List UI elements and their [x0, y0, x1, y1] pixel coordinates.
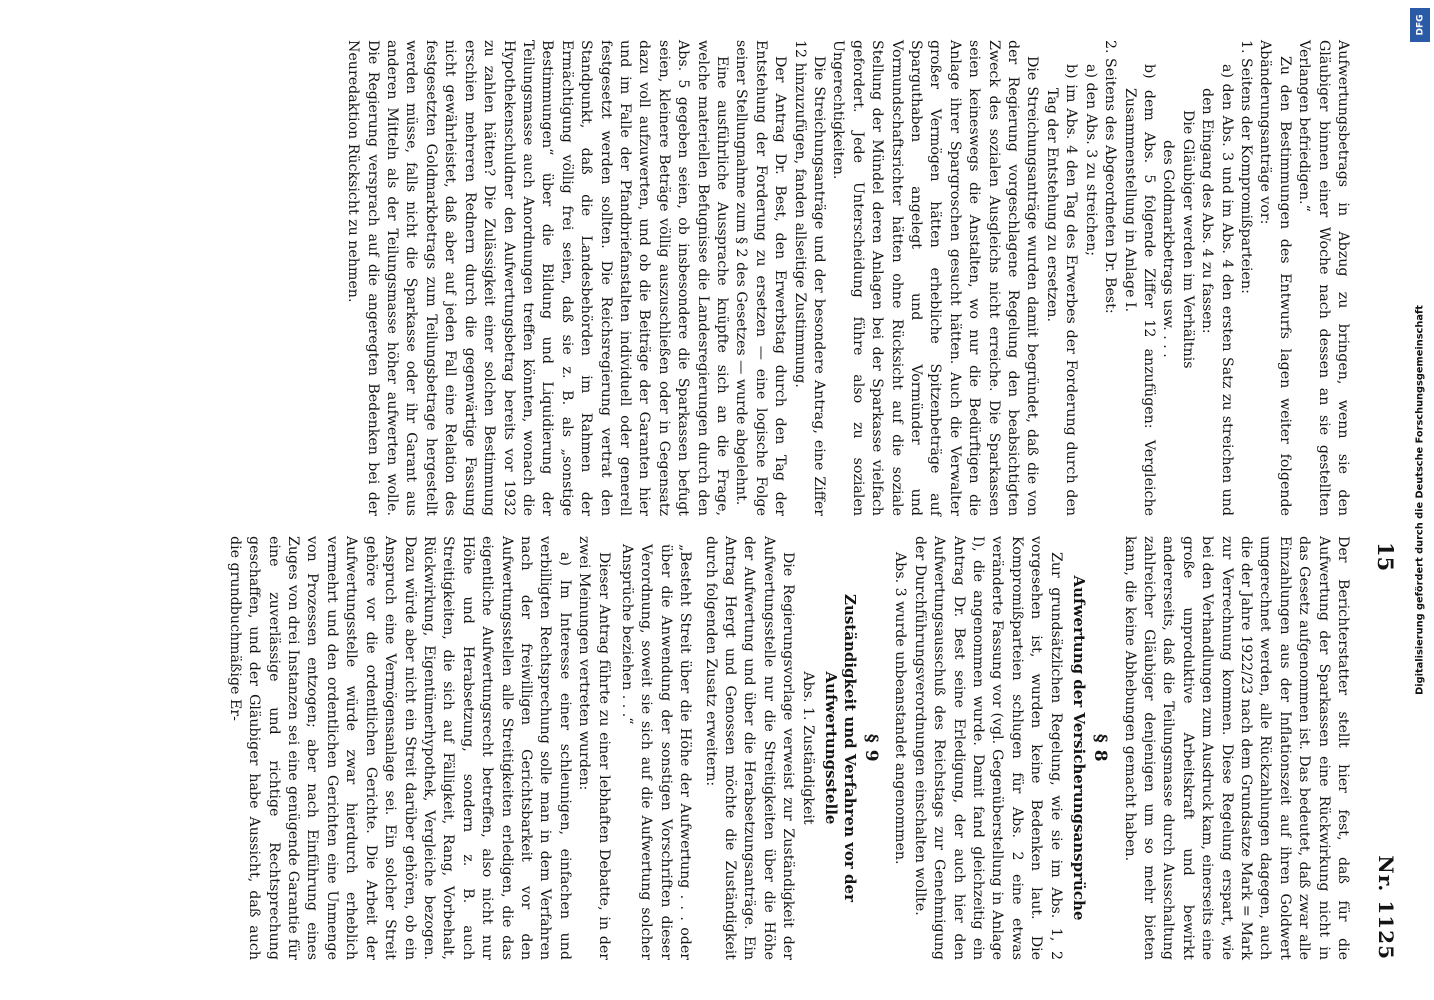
section-heading: § 8 [1090, 733, 1111, 763]
paragraph: Zu den Bestimmungen des Entwurfs lagen weiter folgende Abänderungsanträge vor: [1257, 40, 1293, 516]
paragraph: Die Streichungsanträge und der besondere Antrag, eine Ziffer 12 hinzuzufügen, fanden allseitige Zustimmung. [791, 40, 828, 516]
right-column [224, 536, 1352, 960]
paragraph: Der Antrag Dr. Best, den Erwerbstag durch den Tag der Entstehung der Forderung zu ersetzen — eine logische Folge seiner Stellungnahme zum § 2 des Gesetzes — wurde abgelehnt. [733, 40, 789, 516]
quote: „Besteht Streit über die Höhe der Aufwertung . . . oder über die Anwendung der sonstigen Vorschriften dieser Verordnung, soweit sie sich auf die Aufwertung solcher Ansprüche beziehen . . .“ [619, 544, 694, 960]
paragraph: Eine ausführliche Aussprache knüpfte sich an die Frage, welche materiellen Befugnisse die Landesregierungen durch den Abs. 5 gegeben seien, ob insbesondere die Sparkassen befugt seien, kleinere Beträge völlig auszuschließen oder in Gegensatz dazu voll aufzuwerten, und ob die Beiträge der Garanten hier und im Falle der Pfandbriefanstalten individuell oder generell festgesetzt werden sollten. Die Reichsregierung vertrat den Standpunkt, daß die Landesbehörden im Rahmen der Ermächtigung völlig frei seien, daß sie z. B. als „sonstige Bestimmungen“ über die Bildung und Liquidierung der Teilungsmasse auch Anordnungen treffen könnten, wonach die Hypothekenschuldner den Aufwertungsbetrag bereits vor 1932 zu zahlen hätten? Die Zulässigkeit einer solchen Bestimmung erschien mehreren Rednern durch die gegenwärtige Fassung nicht gewährleistet, daß aber auf jeden Fall eine Relation des festgesetzten Goldmarkbetrags zum Teilungsbetrage hergestellt werden müsse, falls nicht die Sparkasse oder ihr Garant aus anderen Mitteln als der Teilungsmasse höher aufwerten wolle. Die Regierung versprach auf die angeregten Bedenken bei der Neuredaktion Rücksicht zu nehmen. [345, 40, 730, 516]
page-number: 15 [1373, 542, 1398, 572]
section-title: Aufwertung der Versicherungsansprüche [1069, 575, 1088, 921]
list-item: 1. Seitens der Kompromißparteien: [1237, 40, 1254, 294]
left-column [343, 40, 1352, 516]
paragraph: a) Im Interesse einer schleunigen, einfachen und verbilligten Rechtsprechung solle man in dem Verfahren nach der freiwilligen Gerichtsbarkeit vor den Aufwertungsstellen alle Streitigkeiten erledigen, die das eigentliche Aufwertungsrecht betreffen, also nicht nur Höhe und Herabsetzung, sondern z. B. auch Streitigkeiten, die sich auf Fälligkeit, Rang, Vorbehalt, Rückwirkung, Eigentümerhypothek, Vergleiche bezogen. Dazu würde aber nicht ein Streit darüber gehören, ob ein Anspruch eine Vermögensanlage sei. Ein solcher Streit gehöre vor die ordentlichen Gerichte. Die Arbeit der Aufwertungsstelle würde zwar hierdurch erheblich vermehrt und den ordentlichen Gerichten eine Unmenge von Prozessen entzogen; aber nach Einführung eines Zuges von drei Instanzen sei eine genügende Garantie für eine zuverlässige und richtige Rechtsprechung geschaffen, und der Gläubiger habe Aussicht, daß auch die grundbuchmäßige Er- [226, 536, 573, 960]
credit-text: Digitalisierung gefördert durch die Deutsche Forschungsgemeinschaft [1414, 305, 1426, 695]
section-heading: § 9 [861, 733, 882, 763]
paragraph: Zur grundsätzlichen Regelung, wie sie im Abs. 1, 2 vorgesehen ist, wurden keine Bedenken laut. Die Kompromißparteien schlugen für Abs. 2 eine etwas veränderte Fassung vor (vgl. Gegenüberstellung in Anlage I), die angenommen wurde. Damit fand gleichzeitig ein Antrag Dr. Best seine Erledigung, der auch hier den Aufwertungsausschuß des Reichstags zur Genehmigung der Durchführungsverordnungen einschalten wollte. [911, 536, 1064, 960]
list-item: b) dem Abs. 5 folgende Ziffer 12 anzufügen: Vergleiche Zusammenstellung in Anlage I. [1121, 64, 1157, 516]
paragraph: Abs. 3 wurde unbeanstandet angenommen. [892, 552, 909, 865]
section-title: Zuständigkeit und Verfahren vor der Aufwertungsstelle [821, 594, 859, 902]
paragraph: Aufwertungsbetrags in Abzug zu bringen, wenn sie den Gläubiger binnen einer Woche nach dessen an sie gestellten Verlangen befriedigen.“ [1296, 40, 1351, 516]
dfg-logo [1410, 8, 1430, 42]
paragraph: Die Streichungsanträge wurden damit begründet, daß die von der Regierung vorgeschlagene Regelung den beabsichtigten Zweck des sozialen Ausgleichs nicht erreiche. Die Sparkassen seien keineswegs die Anstalten, wo nur die Bedürftigen die Anlage ihrer Spargroschen gesucht hätten. Auch die Verwalter großer Vermögen hätten erhebliche Spitzenbeträge auf Sparguthaben angelegt und Vormünder und Vormundschaftsrichter hätten ohne Rücksicht auf die soziale Stellung der Mündel deren Anlagen bei der Sparkasse vielfach gefordert. Jede Unterscheidung führe also zu sozialen Ungerechtigkeiten. [830, 40, 1041, 516]
paragraph: Der Berichterstatter stellt hier fest, daß für die Aufwertung der Sparkassen eine Rückwirkung nicht in das Gesetz aufgenommen ist. Das bedeutet, daß zwar alle Einzahlungen aus der Inflationszeit auf ihren Goldwert umgerechnet werden, alle Rückzahlungen dagegen, auch die der Jahre 1922/23 nach dem Grundsatze Mark = Mark zur Verrechnung kommen. Diese Regelung erspart, wie bei den Verhandlungen zum Ausdruck kam, einerseits eine große unproduktive Arbeitskraft und bewirkt andererseits, daß die Teilungsmasse durch Ausschaltung zahlreicher Gläubiger denjenigen um so mehr bieten kann, die keine Abhebungen gemacht haben. [1121, 536, 1351, 960]
list-item: a) den Abs. 3 zu streichen; [1082, 64, 1099, 257]
list-item: a) den Abs. 3 und im Abs. 4 den ersten Satz zu streichen und den Eingang des Abs. 4 zu fassen: [1199, 64, 1235, 516]
paragraph: Dieser Antrag führte zu einer lebhaften Debatte, in der zwei Meinungen vertreten wurden: [576, 536, 612, 960]
paragraph: Die Regierungsvorlage verweist zur Zuständigkeit der Aufwertungsstelle nur die Streitigkeiten über die Höhe der Aufwertung und über die Herabsetzungsanträge. Ein Antrag Hergt und Genossen möchte die Zuständigkeit durch folgenden Zusatz erweitern: [702, 536, 797, 960]
quote-line: des Goldmarkbetrags usw. . . . [1160, 140, 1177, 358]
digitization-credit [1406, 0, 1434, 1000]
subsection-title: Abs. 1. Zuständigkeit [799, 671, 816, 825]
document-number: Nr. 1125 [1374, 855, 1398, 960]
list-item: 2. Seitens des Abgeordneten Dr. Best: [1102, 40, 1119, 314]
list-item: b) im Abs. 4 den Tag des Erwerbes der Forderung durch den Tag der Entstehung zu ersetzen. [1043, 64, 1080, 516]
dfg-logo-text: DFG [1415, 14, 1426, 36]
quote-line: Die Gläubiger werden im Verhältnis [1179, 110, 1196, 369]
